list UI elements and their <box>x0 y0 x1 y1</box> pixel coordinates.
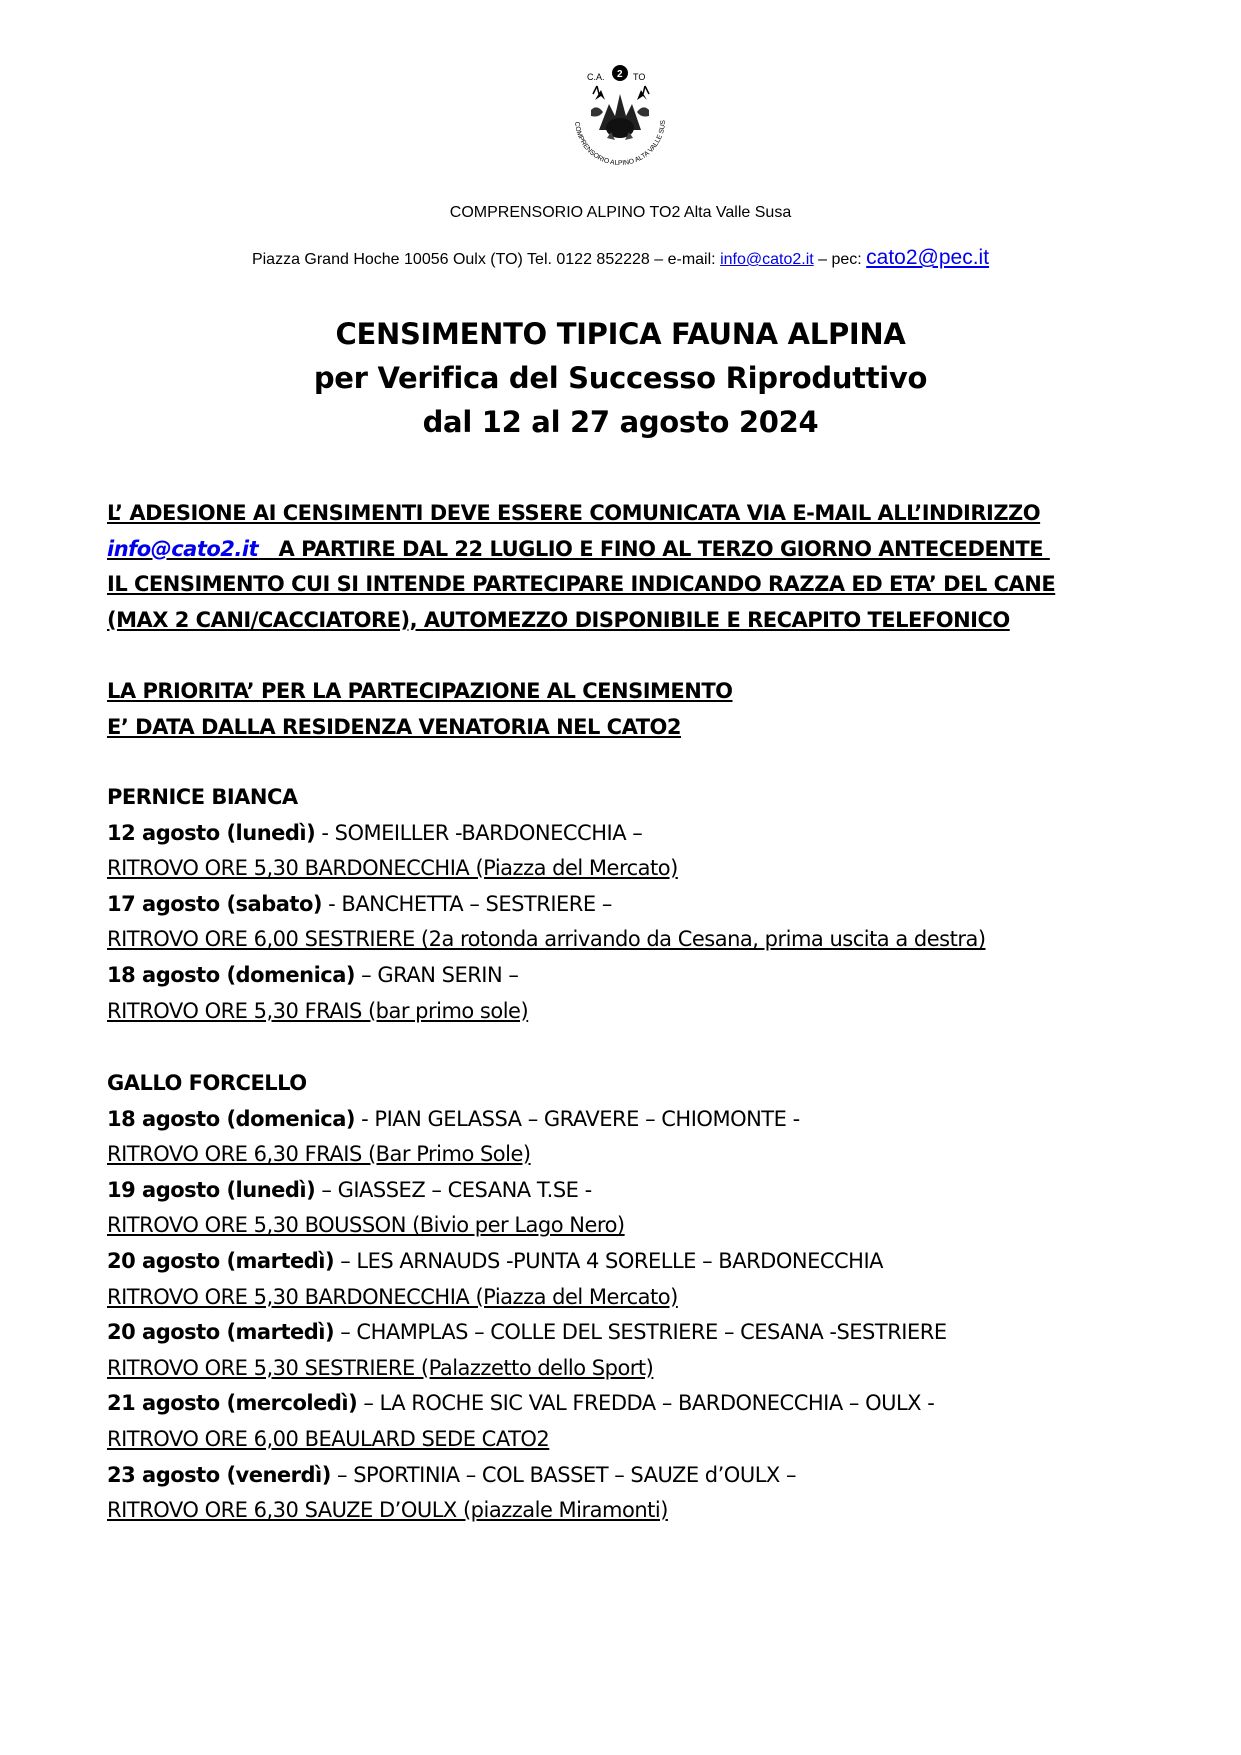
event-meeting: RITROVO ORE 5,30 BARDONECCHIA (Piazza del Mercato) <box>107 856 678 881</box>
section-title: PERNICE BIANCA <box>107 785 298 809</box>
priority-line-1: LA PRIORITA’ PER LA PARTECIPAZIONE AL CENSIMENTO <box>107 679 733 703</box>
event-date: 18 agosto (domenica) <box>107 962 355 987</box>
event-line <box>107 1244 1207 1280</box>
section-gallo-forcello <box>107 1066 1207 1529</box>
title-line-2: per Verifica del Successo Riproduttivo <box>313 361 928 395</box>
event-route: - BANCHETTA – SESTRIERE – <box>321 891 612 916</box>
event-line <box>107 1173 1207 1209</box>
notice-line-1: L’ ADESIONE AI CENSIMENTI DEVE ESSERE COMUNICATA VIA E-MAIL ALL’INDIRIZZO <box>107 501 1041 525</box>
logo-top-text-right: TO <box>633 72 646 82</box>
event-meeting: RITROVO ORE 6,00 BEAULARD SEDE CATO2 <box>107 1426 550 1451</box>
cato2-emblem <box>557 60 683 186</box>
event-route: – GRAN SERIN – <box>355 962 519 987</box>
event-line <box>107 1386 1207 1422</box>
event-route: - PIAN GELASSA – GRAVERE – CHIOMONTE - <box>355 1106 800 1131</box>
contact-address: Piazza Grand Hoche 10056 Oulx (TO) Tel. 0122 852228 – e-mail: <box>251 251 721 268</box>
event-meeting: RITROVO ORE 5,30 BARDONECCHIA (Piazza del Mercato) <box>107 1284 678 1309</box>
contact-pec-label: – pec: <box>813 251 867 268</box>
event-line <box>107 1315 1207 1351</box>
event-route: – CHAMPLAS – COLLE DEL SESTRIERE – CESANA -SESTRIERE <box>334 1320 947 1345</box>
contact-email-link[interactable]: info@cato2.it <box>720 251 814 268</box>
logo-badge-text: 2 <box>617 69 623 80</box>
notice-line-3: IL CENSIMENTO CUI SI INTENDE PARTECIPARE INDICANDO RAZZA ED ETA’ DEL CANE <box>107 572 1056 597</box>
event-date: 17 agosto (sabato) <box>107 891 322 916</box>
priority-notice <box>107 674 1187 745</box>
logo-ring-text: COMPRENSORIO ALPINO ALTA VALLE SUS <box>572 119 668 168</box>
event-date: 19 agosto (lunedì) <box>107 1177 316 1202</box>
event-line <box>107 816 1207 852</box>
contact-pec-link[interactable]: cato2@pec.it <box>866 246 990 269</box>
event-line <box>107 887 1207 923</box>
wildlife-illustration <box>591 86 649 140</box>
organization-contact <box>0 246 1241 270</box>
event-route: - SOMEILLER -BARDONECCHIA – <box>315 820 643 845</box>
event-meeting: RITROVO ORE 6,30 SAUZE D’OULX (piazzale Miramonti) <box>107 1498 668 1523</box>
event-meeting: RITROVO ORE 6,00 SESTRIERE (2a rotonda arrivando da Cesana, prima uscita a destra) <box>107 927 986 952</box>
title-line-3: dal 12 al 27 agosto 2024 <box>422 405 819 439</box>
notice-email-link[interactable]: info@cato2.it <box>107 536 259 561</box>
notice-line-2-text: A PARTIRE DAL 22 LUGLIO E FINO AL TERZO GIORNO ANTECEDENTE <box>258 536 1050 561</box>
event-date: 21 agosto (mercoledì) <box>107 1391 358 1416</box>
event-date: 20 agosto (martedì) <box>107 1248 335 1273</box>
event-route: – GIASSEZ – CESANA T.SE - <box>315 1177 592 1202</box>
event-line <box>107 1102 1207 1138</box>
event-route: – SPORTINIA – COL BASSET – SAUZE d’OULX – <box>330 1462 796 1487</box>
event-meeting: RITROVO ORE 5,30 FRAIS (bar primo sole) <box>107 998 529 1023</box>
notice-line-4: (MAX 2 CANI/CACCIATORE), AUTOMEZZO DISPONIBILE E RECAPITO TELEFONICO <box>107 607 1010 632</box>
organization-name: COMPRENSORIO ALPINO TO2 Alta Valle Susa <box>449 204 792 221</box>
title-line-1: CENSIMENTO TIPICA FAUNA ALPINA <box>335 317 906 351</box>
cato2-logo <box>557 60 683 186</box>
event-line <box>107 958 1207 994</box>
event-route: – LA ROCHE SIC VAL FREDDA – BARDONECCHIA – OULX - <box>357 1391 935 1416</box>
logo-top-text-left: C.A. <box>587 72 605 82</box>
event-meeting: RITROVO ORE 6,30 FRAIS (Bar Primo Sole) <box>107 1142 531 1167</box>
event-date: 18 agosto (domenica) <box>107 1106 355 1131</box>
registration-notice <box>107 496 1187 638</box>
event-route: – LES ARNAUDS -PUNTA 4 SORELLE – BARDONECCHIA <box>334 1248 884 1273</box>
section-pernice-bianca <box>107 780 1207 1029</box>
document-title <box>0 312 1241 444</box>
section-title: GALLO FORCELLO <box>107 1071 307 1095</box>
event-date: 20 agosto (martedì) <box>107 1320 335 1345</box>
event-line <box>107 1458 1207 1494</box>
event-meeting: RITROVO ORE 5,30 SESTRIERE (Palazzetto dello Sport) <box>107 1355 654 1380</box>
event-date: 12 agosto (lunedì) <box>107 820 316 845</box>
event-date: 23 agosto (venerdì) <box>107 1462 331 1487</box>
event-meeting: RITROVO ORE 5,30 BOUSSON (Bivio per Lago Nero) <box>107 1213 625 1238</box>
notice-line-2 <box>107 532 1187 568</box>
priority-line-2: E’ DATA DALLA RESIDENZA VENATORIA NEL CATO2 <box>107 714 682 739</box>
